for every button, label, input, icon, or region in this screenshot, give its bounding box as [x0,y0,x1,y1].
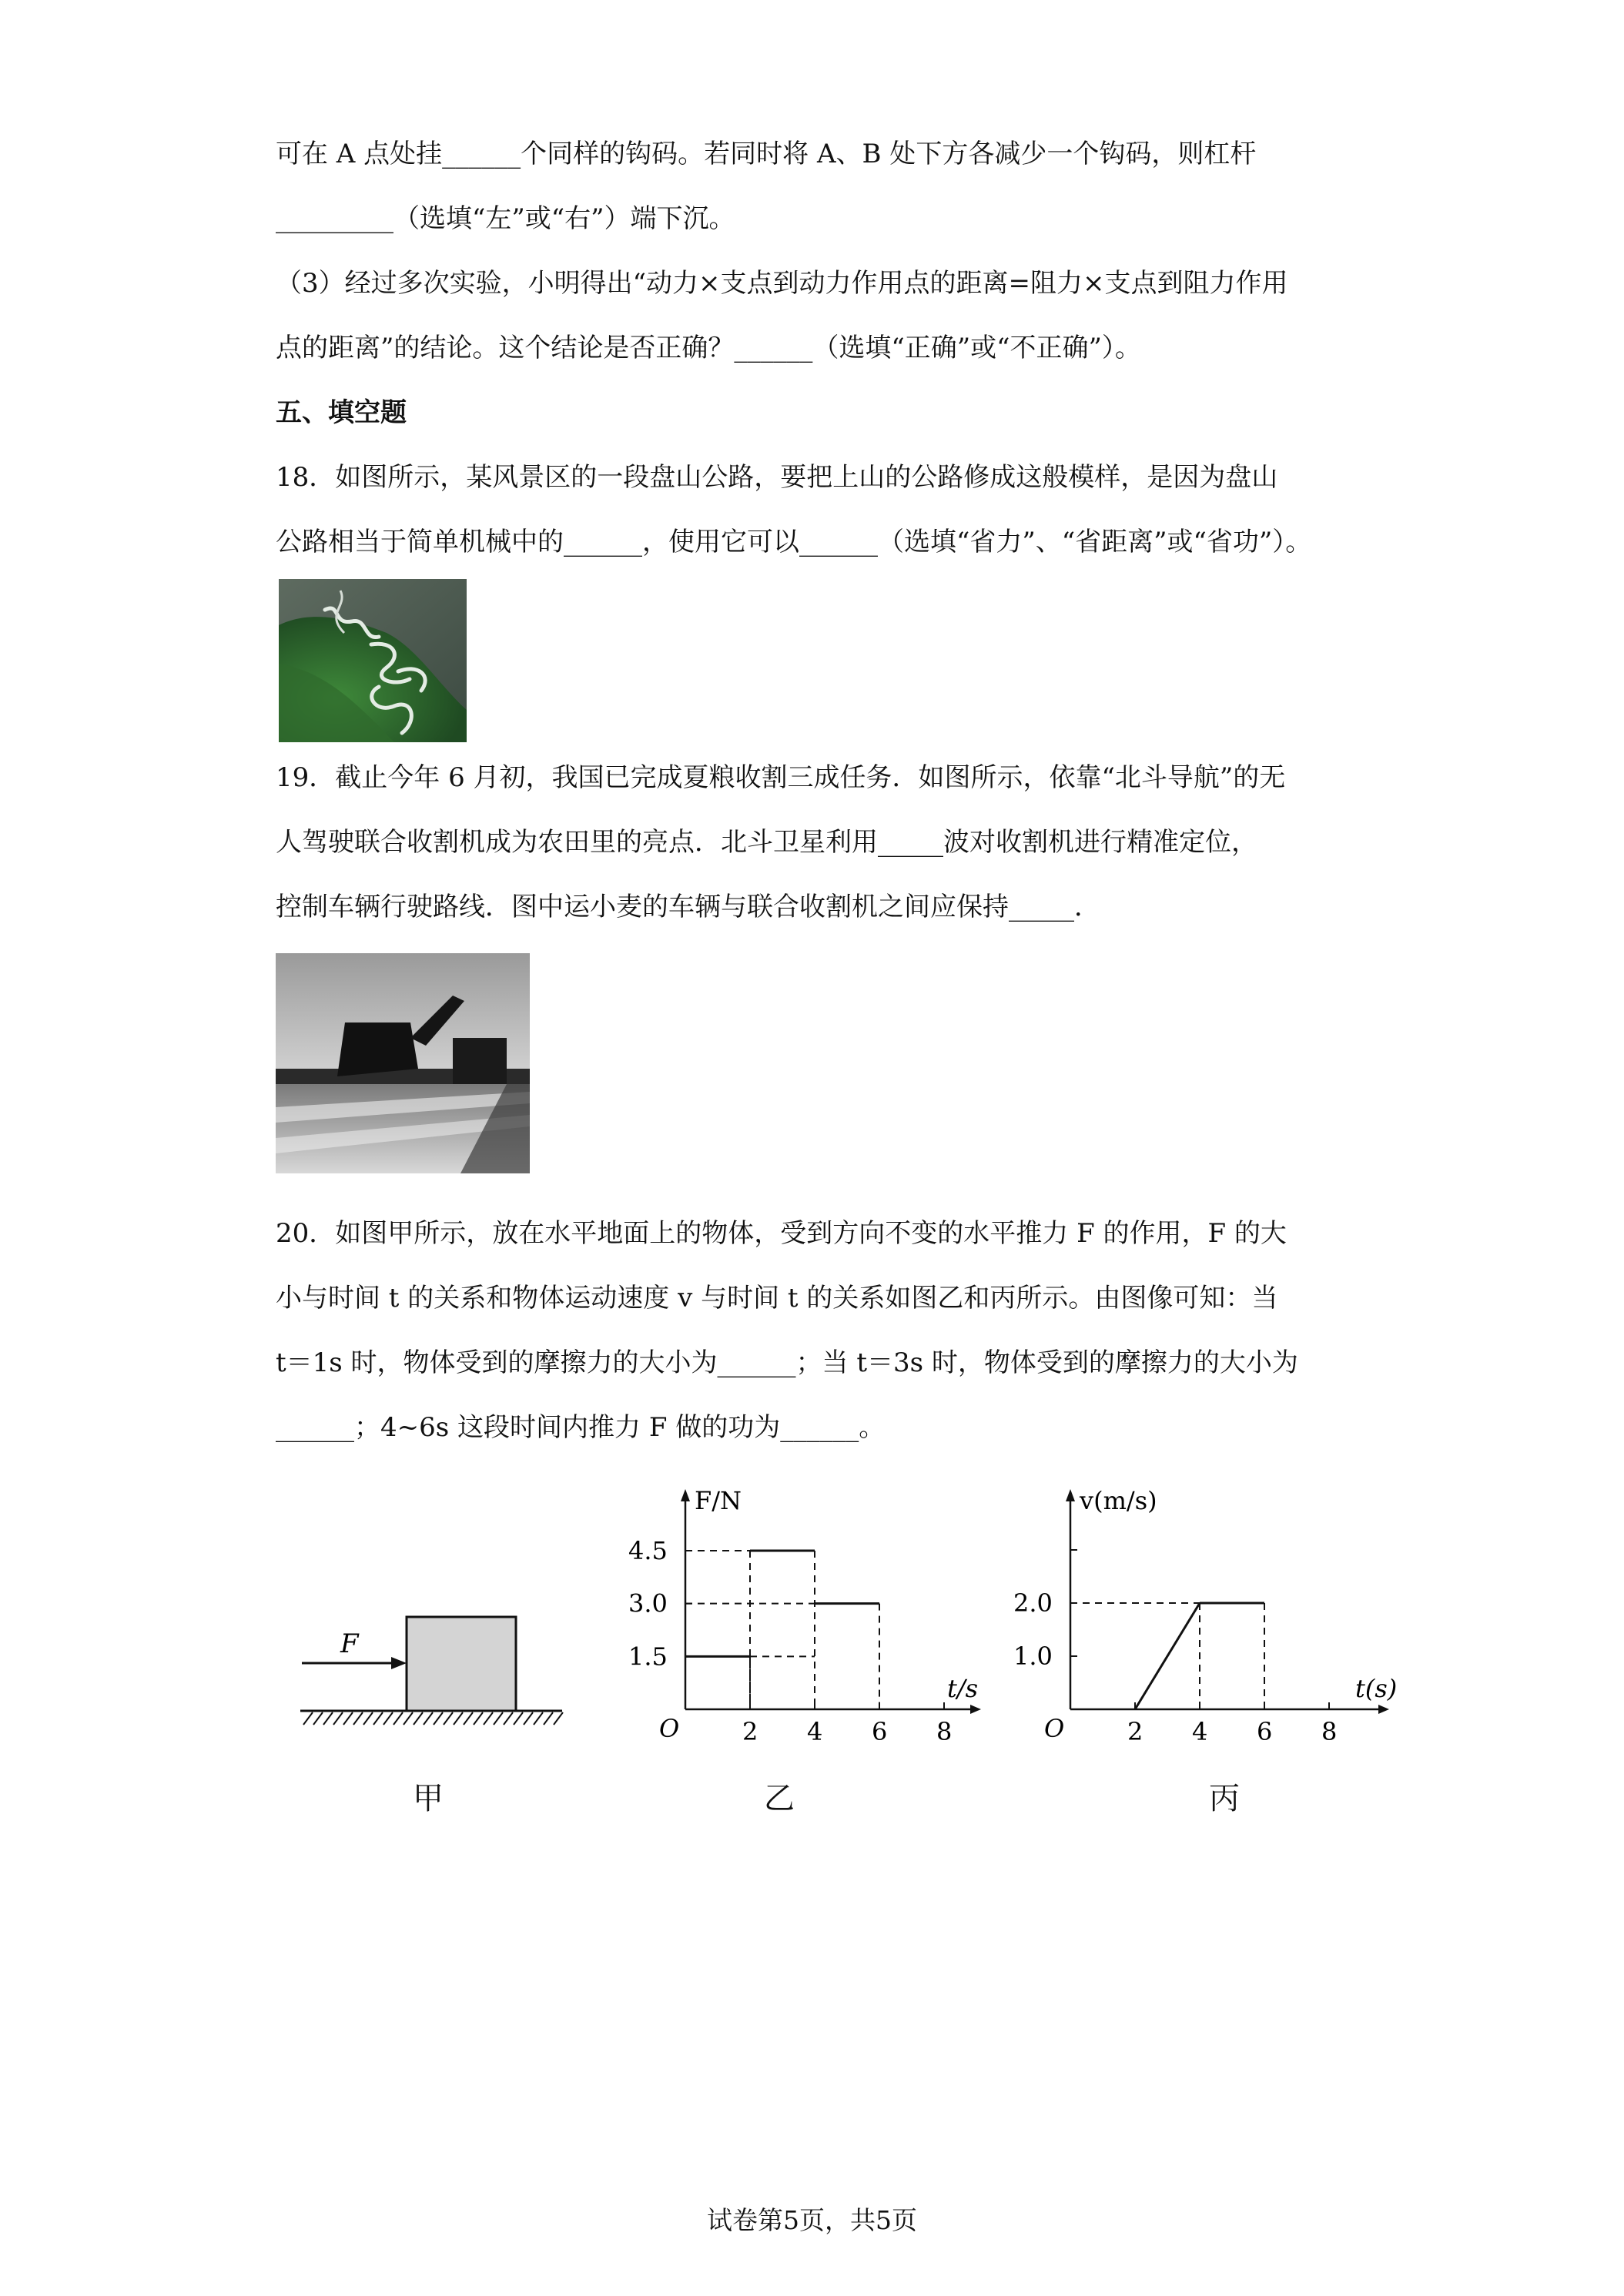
text-line-4: 点的距离”的结论。这个结论是否正确？______（选填“正确”或“不正确”）。 [276,333,1141,363]
y-tick-label: 1.0 [1013,1642,1053,1671]
mountain-road-photo [279,579,467,742]
page-footer: 试卷第5页，共5页 [707,2205,917,2235]
text-line-q19-2: 人驾驶联合收割机成为农田里的亮点．北斗卫星利用_____波对收割机进行精准定位， [276,827,1257,858]
x-tick-label: 8 [936,1717,953,1746]
x-tick-label: 4 [1192,1717,1208,1746]
y-axis-label: F/N [695,1486,742,1515]
text-line-q20-1: 20．如图甲所示，放在水平地面上的物体，受到方向不变的水平推力 F 的作用，F 的大 [276,1218,1287,1249]
origin-label: O [1044,1714,1065,1743]
figure-jia [293,1602,570,1755]
x-tick-label: 6 [1257,1717,1273,1746]
text-line-q20-4: ______；4~6s 这段时间内推力 F 做的功为______。 [276,1412,886,1443]
data-segment [1135,1603,1200,1709]
force-label: F [340,1628,359,1659]
block [407,1617,516,1711]
y-tick-label: 2.0 [1013,1588,1053,1618]
text-line-q18-1: 18．如图所示，某风景区的一段盘山公路，要把上山的公路修成这般模样，是因为盘山 [276,462,1278,493]
chart-yi [585,1478,1001,1755]
text-line-3: （3）经过多次实验，小明得出“动力×支点到动力作用点的距离=阻力×支点到阻力作用 [276,268,1288,299]
chart-bing [1013,1478,1425,1755]
x-tick-label: 2 [1127,1717,1143,1746]
y-tick-label: 3.0 [628,1588,668,1618]
text-line-q20-2: 小与时间 t 的关系和物体运动速度 v 与时间 t 的关系如图乙和丙所示。由图像可知：当 [276,1283,1278,1314]
x-tick-label: 8 [1321,1717,1338,1746]
x-axis-label: t/s [947,1674,979,1703]
x-axis-label: t(s) [1355,1674,1398,1703]
text-line-q20-3: t＝1s 时，物体受到的摩擦力的大小为______；当 t＝3s 时，物体受到的摩擦力的大小为 [276,1347,1298,1378]
x-tick-label: 4 [807,1717,823,1746]
text-line-1: 可在 A 点处挂______个同样的钩码。若同时将 A、B 处下方各减少一个钩码，则杠杆 [276,139,1257,169]
y-axis-label: v(m/s) [1080,1486,1157,1515]
caption-yi: 乙 [764,1781,795,1816]
caption-bing: 丙 [1209,1781,1240,1816]
x-tick-label: 2 [742,1717,758,1746]
y-axis-arrow [681,1489,690,1501]
origin-label: O [659,1714,680,1743]
text-line-q19-1: 19．截止今年 6 月初，我国已完成夏粮收割三成任务．如图所示，依靠“北斗导航”的无 [276,762,1286,793]
x-axis-arrow [970,1705,981,1714]
x-axis-arrow [1378,1705,1389,1714]
harvester-photo [276,953,530,1173]
section-heading: 五、填空题 [276,397,407,428]
text-line-q18-2: 公路相当于简单机械中的______，使用它可以______（选填“省力”、“省距离”或“省功”）。 [276,527,1312,557]
y-tick-label: 1.5 [628,1642,668,1672]
ground-hatching [300,1711,563,1725]
y-tick-label: 4.5 [628,1536,668,1565]
y-axis-arrow [1066,1489,1075,1501]
text-line-q19-3: 控制车辆行驶路线．图中运小麦的车辆与联合收割机之间应保持_____． [276,892,1100,922]
caption-jia: 甲 [413,1781,444,1816]
text-line-2: _________（选填“左”或“右”）端下沉。 [276,203,735,234]
x-tick-label: 6 [872,1717,888,1746]
